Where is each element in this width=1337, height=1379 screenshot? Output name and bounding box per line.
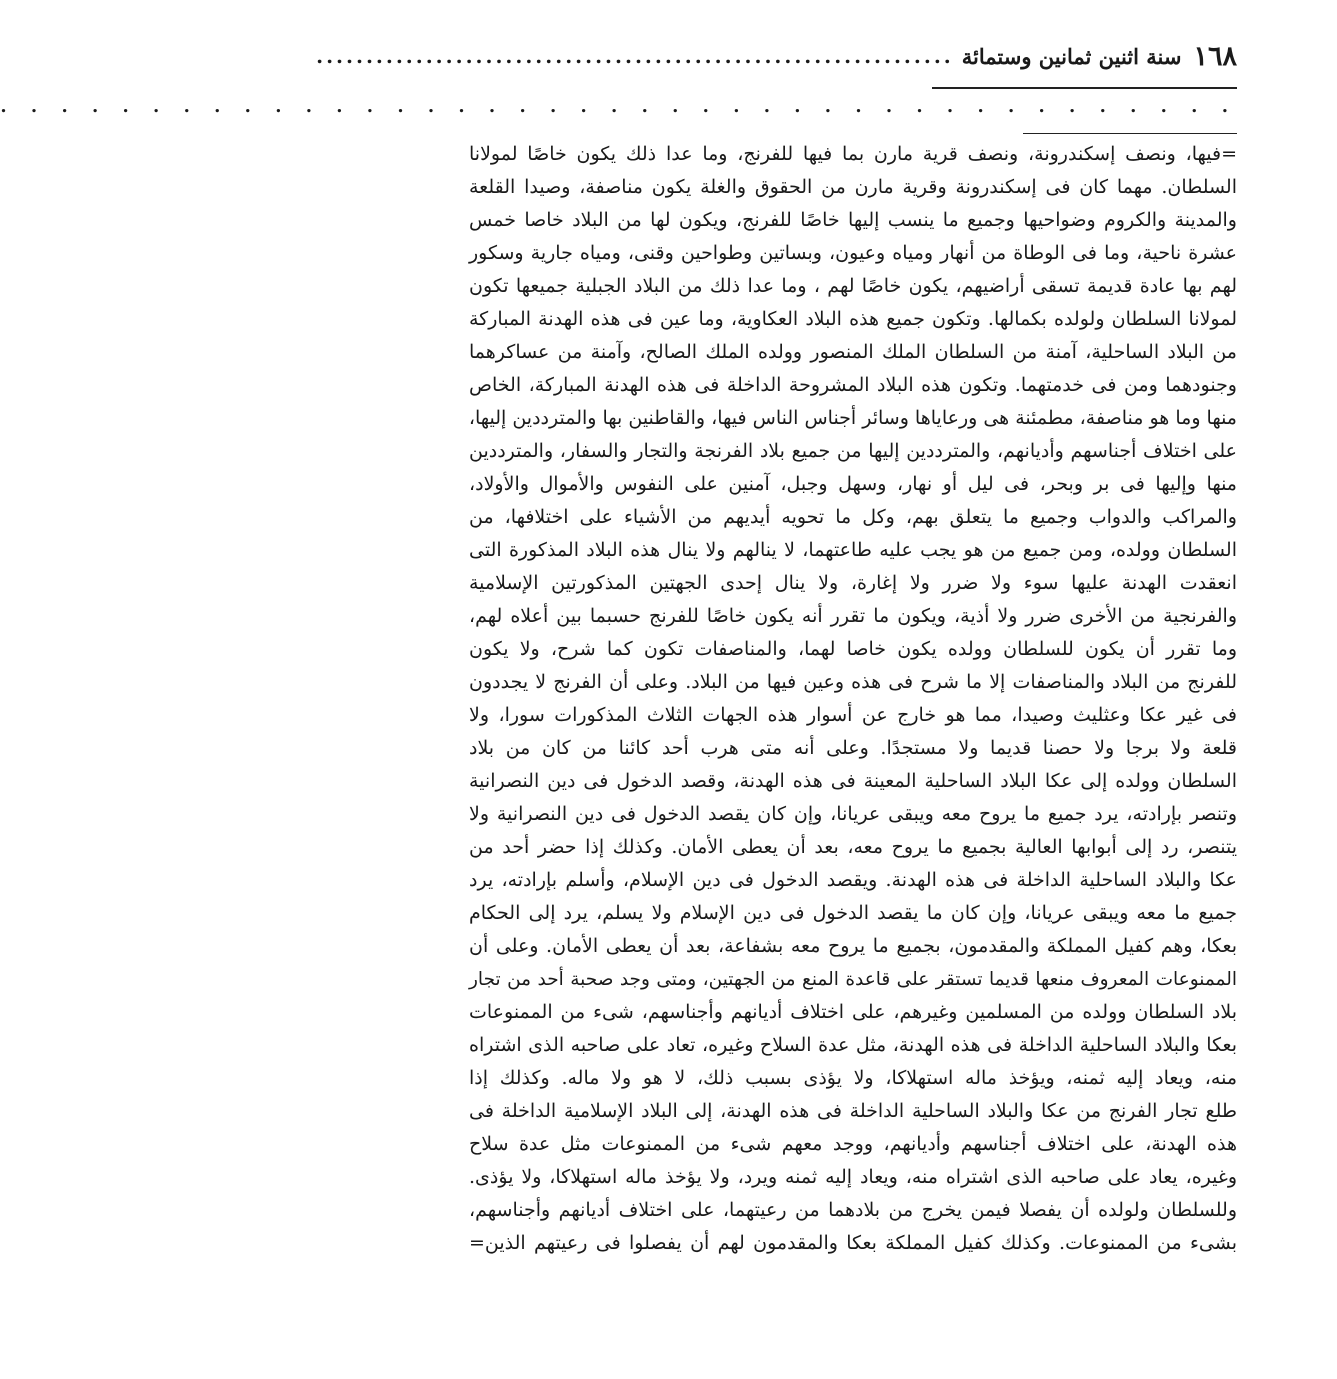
text-line: لمولانا السلطان ولولده بكمالها. وتكون جميع هذه البلاد العكاوية، وما عين فى هذه الهدنة المباركة [469,308,1237,330]
text-line: من البلاد الساحلية، آمنة من السلطان الملك المنصور وولده الملك الصالح، وآمنة من عساكرهما [469,341,1237,363]
text-line: للفرنج من البلاد والمناصفات إلا ما شرح فى هذه وعين فيها من البلاد. وعلى أن الفرنج لا يجددون [469,671,1237,693]
text-line: وللسلطان ولولده أن يفصلا فيمن يخرج من بلادهما من رعيتهما، على اختلاف أديانهم وأجناسهم، [469,1199,1237,1221]
text-line: على اختلاف أجناسهم وأديانهم، والمترددين إليها من جميع بلاد الفرنجة والتجار والسفار، والمترددين [469,440,1237,462]
text-line: بعكا والبلاد الساحلية الداخلة فى هذه الهدنة، مثل عدة السلاح وغيره، تعاد على صاحبه الذى اشتراه [469,1034,1238,1056]
page-header [316,36,1237,76]
text-line: =فيها، ونصف إسكندرونة، ونصف قرية مارن بما فيها للفرنج، وما عدا ذلك يكون خاصًا لمولانا [469,143,1237,165]
text-line: بشىء من الممنوعات. وكذلك كفيل المملكة بعكا والمقدمون لهم أن يفصلوا فى رعيتهم الذين= [469,1232,1237,1254]
body-text [469,138,1237,1260]
text-line: قلعة ولا برجا ولا حصنا قديما ولا مستجدًا. وعلى أنه متى هرب أحد كائنا من كان من بلاد [469,737,1237,759]
text-line: يتنصر، رد إلى أبوابها العالية بجميع ما يروح معه، بعد أن يعطى الأمان. وكذلك إذا حضر أحد من [469,836,1237,858]
text-line: السلطان. مهما كان فى إسكندرونة وقرية مارن من الحقوق والغلة يكون مناصفة، وصيدا القلعة [469,176,1238,198]
text-line: منها وما هو مناصفة، مطمئنة هى ورعاياها وسائر أجناس الناس فيها، والقاطنين بها والمترددين إليها، [468,407,1237,429]
text-line: منه، ويعاد إليه ثمنه، ويؤخذ ماله استهلاكا، ولا يؤذى بسبب ذلك، لا هو ولا ماله. وكذلك إذا [469,1067,1237,1089]
text-line: والمدينة والكروم وضواحيها وجميع ما ينسب إليها خاصًا للفرنج، ويكون لها من البلاد خاصا خمس [469,209,1237,231]
text-line: السلطان وولده، ومن جميع من هو يجب عليه طاعتهما، لا ينالهم ولا ينال هذه البلاد المذكورة التى [469,539,1237,561]
text-line: لهم بها عادة قديمة تسقى أراضيهم، يكون خاصًا لهم ، وما عدا ذلك من البلاد الجبلية جميعها تكون [469,275,1237,297]
text-line: انعقدت الهدنة عليها سوء ولا ضرر ولا إغارة، ولا ينال إحدى الجهتين المذكورتين الإسلامية [469,572,1237,594]
text-line: طلع تجار الفرنج من عكا والبلاد الساحلية الداخلة فى هذه الهدنة، إلى البلاد الإسلامية الداخلة فى [469,1100,1237,1122]
text-line: فى غير عكا وعثليث وصيدا، مما هو خارج عن أسوار هذه الجهات الثلاث المذكورات سورا، ولا [469,704,1237,726]
running-title: سنة اثنين ثمانين وستمائة [961,43,1182,69]
text-line: وما تقرر أن يكون للسلطان وولده يكون خاصا لهما، والمناصفات تكون كما شرح، ولا يكون [469,638,1237,660]
text-line: والمراكب والدواب وجميع ما يتعلق بهم، وكل ما تحويه أيديهم من الأشياء على اختلافها، من [469,506,1237,528]
page-number: ١٦٨ [1193,40,1237,72]
text-line: والفرنجية من الأخرى ضرر ولا أذية، ويكون ما تقرر أنه يكون خاصًا للفرنج حسبما بين أعلاه لهم، [469,605,1237,627]
text-line: الممنوعات المعروف منعها قديما تستقر على قاعدة المنع من الجهتين، ومتى وجد صحبة أحد من تجار [469,969,1237,990]
text-line: جميع ما معه ويبقى عريانا، وإن كان ما يقصد الدخول فى دين الإسلام ولا يسلم، يرد إلى الحكام [469,902,1237,924]
header-leader-dots: ................................................................ [316,44,954,68]
text-line: عشرة ناحية، وما فى الوطاة من أنهار ومياه وعيون، وبساتين وطواحين وقنى، ومياه جارية وسكور [469,242,1237,264]
header-rule [932,87,1237,89]
text-line: بعكا، وهم كفيل المملكة والمقدمون، بجميع ما يروح معه بشفاعة، بعد أن يعطى الأمان. وعلى أن [469,935,1237,957]
text-line: السلطان وولده إلى عكا البلاد الساحلية المعينة فى هذه الهدنة، وقصد الدخول فى دين النصرانية [469,770,1237,792]
text-line: عكا والبلاد الساحلية الداخلة فى هذه الهدنة. ويقصد الدخول فى دين الإسلام، وأسلم بإرادته، يرد [469,869,1237,891]
text-line: وتنصر بإرادته، يرد جميع ما يروح معه ويبقى عريانا، وإن كان يقصد الدخول فى دين النصرانية ولا [469,803,1237,825]
text-line: وجنودهما ومن فى خدمتهما. وتكون هذه البلاد المشروحة الداخلة فى هذه الهدنة المباركة، الخاص [469,374,1237,396]
text-line: وغيره، يعاد على صاحبه الذى اشتراه منه، ويعاد إليه ثمنه ويرد، ولا يؤخذ ماله استهلاكا، ولا يؤذى. [469,1166,1237,1188]
text-line: هذه الهدنة، على اختلاف أجناسهم وأديانهم، ووجد معهم شىء من الممنوعات مثل عدة سلاح [469,1133,1237,1155]
text-line: بلاد السلطان وولده من المسلمين وغيرهم، على اختلاف أديانهم وأجناسهم، شىء من الممنوعات [469,1001,1237,1023]
footnote-rule [1023,133,1237,134]
ellipsis-line: . . . . . . . . . . . . . . . . . . . . . . . . . . . . . . . . . . . . . . . . . [0,96,1237,117]
text-line: منها وإليها فى بر وبحر، فى ليل أو نهار، وسهل وجبل، آمنين على النفوس والأموال والأولاد، [469,473,1237,495]
